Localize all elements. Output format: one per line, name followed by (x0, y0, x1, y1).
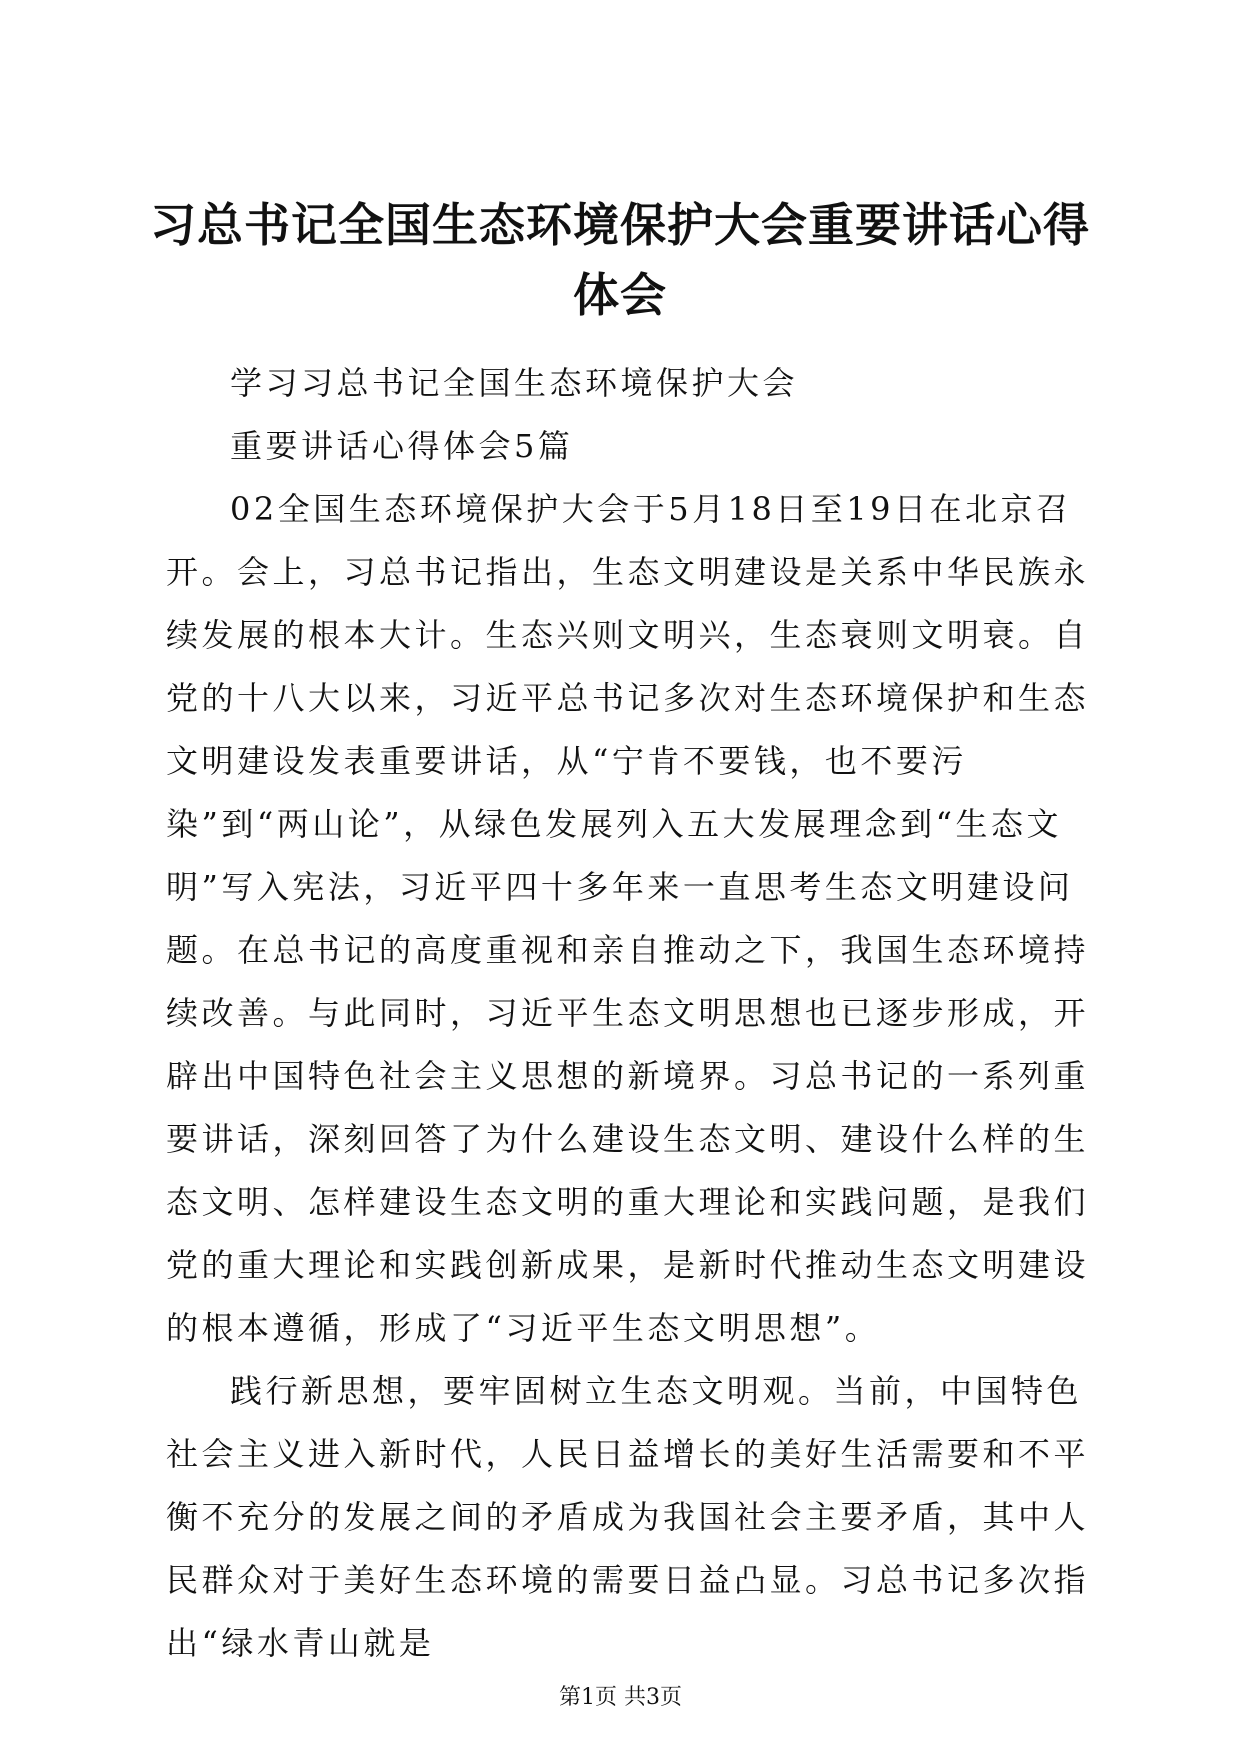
document-title (140, 190, 1100, 330)
paragraph: 02全国生态环境保护大会于5月18日至19日在北京召开。会上，习总书记指出，生态文明建设是关系中华民族永续发展的根本大计。生态兴则文明兴，生态衰则文明衰。自党的十八大以来，习近平总书记多次对生态环境保护和生态文明建设发表重要讲话，从“宁肯不要钱，也不要污染”到“两山论”，从绿色发展列入五大发展理念到“生态文明”写入宪法，习近平四十多年来一直思考生态文明建设问题。在总书记的高度重视和亲自推动之下，我国生态环境持续改善。与此同时，习近平生态文明思想也已逐步形成，开辟出中国特色社会主义思想的新境界。习总书记的一系列重要讲话，深刻回答了为什么建设生态文明、建设什么样的生态文明、怎样建设生态文明的重大理论和实践问题，是我们党的重大理论和实践创新成果，是新时代推动生态文明建设的根本遵循，形成了“习近平生态文明思想”。 (166, 490, 1090, 1347)
page-number-label: 第1页 共3页 (559, 1685, 682, 1710)
title-line-2: 体会 (573, 268, 667, 322)
paragraph: 践行新思想，要牢固树立生态文明观。当前，中国特色社会主义进入新时代，人民日益增长的美好生活需要和不平衡不充分的发展之间的矛盾成为我国社会主要矛盾，其中人民群众对于美好生态环境的需要日益凸显。习总书记多次指出“绿水青山就是 (166, 1372, 1090, 1662)
page-footer (0, 1683, 1241, 1713)
paragraph: 学习习总书记全国生态环境保护大会 (230, 364, 799, 402)
document-body (166, 352, 1096, 1675)
paragraph: 重要讲话心得体会5篇 (230, 427, 574, 465)
title-line-1: 习总书记全国生态环境保护大会重要讲话心得 (150, 198, 1090, 252)
